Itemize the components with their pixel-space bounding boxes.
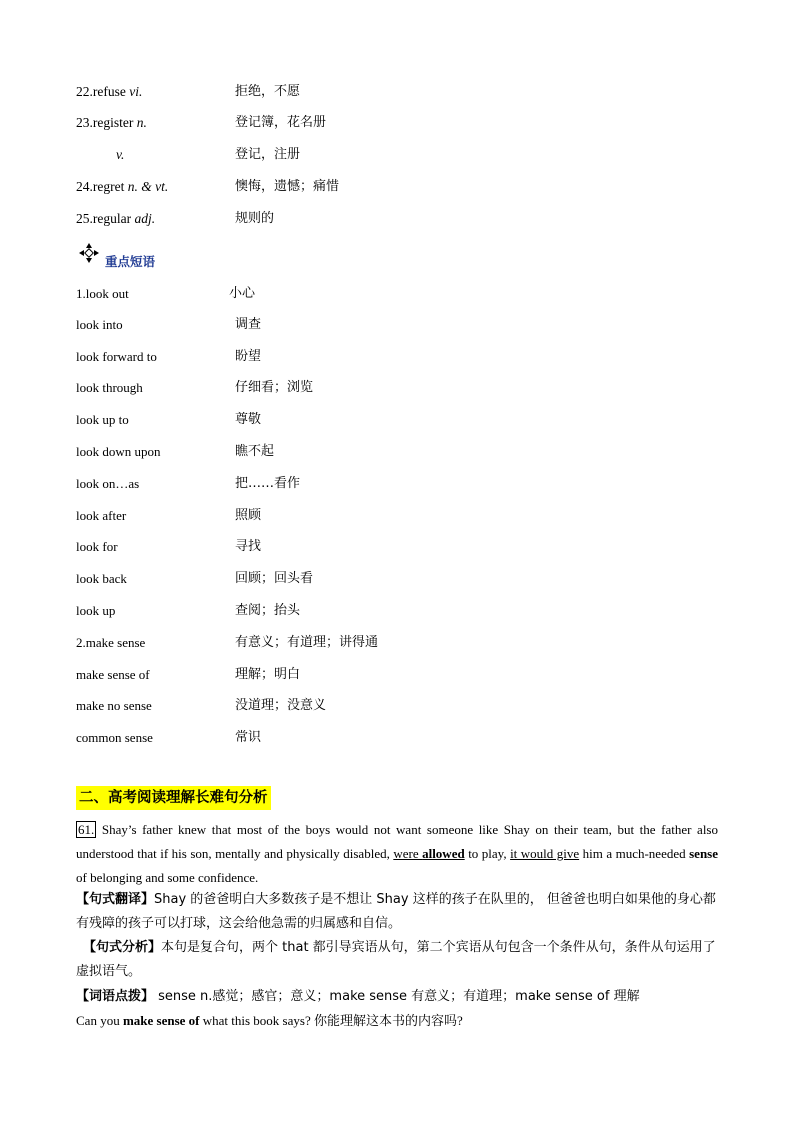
analysis-text: 本句是复合句，两个 that 都引导宾语从句，第二个宾语从句包含一个条件从句，条件从句运用了虚拟语气。 bbox=[76, 940, 716, 979]
vocab-word: v. bbox=[116, 147, 125, 162]
vocab-meaning: 规则的 bbox=[235, 211, 275, 226]
vocab-meaning: 登记，注册 bbox=[235, 147, 301, 162]
phrase-en: look forward to bbox=[76, 349, 157, 364]
phrase-en: look down upon bbox=[76, 444, 161, 459]
phrase-zh: 有意义；有道理；讲得通 bbox=[235, 635, 379, 650]
phrase-en: look through bbox=[76, 380, 143, 395]
underlined-phrase: it would give bbox=[510, 846, 580, 861]
sentence-number: 61. bbox=[78, 822, 95, 837]
section-heading: 二、高考阅读理解长难句分析 bbox=[76, 786, 271, 810]
phrase-en: look up to bbox=[76, 412, 129, 427]
phrase-zh: 尊敬 bbox=[235, 412, 262, 427]
phrase-en: make sense of bbox=[76, 667, 150, 682]
analysis-paragraph bbox=[76, 936, 718, 984]
bold-word: sense bbox=[689, 846, 718, 861]
phrase-en: look back bbox=[76, 571, 127, 586]
translation-paragraph bbox=[76, 888, 718, 936]
translation-text: Shay 的爸爸明白大多数孩子是不想让 Shay 这样的孩子在队里的， 但爸爸也明白如果他的身心都有残障的孩子可以打球，这会给他急需的归属感和自信。 bbox=[76, 892, 716, 931]
phrase-zh: 盼望 bbox=[235, 349, 262, 364]
four-arrows-icon bbox=[78, 242, 100, 264]
underlined-phrase: were allowed bbox=[393, 846, 465, 861]
vocab-meaning: 懊悔，遗憾；痛惜 bbox=[235, 179, 340, 194]
phrase-zh: 调查 bbox=[235, 317, 262, 332]
phrase-en: look into bbox=[76, 317, 123, 332]
vocab-meaning: 登记簿，花名册 bbox=[235, 115, 327, 130]
vocab-word: 25.regular adj. bbox=[76, 211, 156, 226]
phrase-zh: 常识 bbox=[235, 730, 262, 745]
phrase-en: 2.make sense bbox=[76, 635, 146, 650]
phrase-zh: 回顾；回头看 bbox=[235, 571, 314, 586]
phrase-zh: 寻找 bbox=[235, 539, 262, 554]
sentence-paragraph: 61. Shay’s father knew that most of the boys would not want someone like Shay on their team, but the father also understood that if his son, mentally and physically disabled, were allowed to play, it would give him a much-needed sense of belonging and some confidence. bbox=[76, 822, 718, 885]
vocab-note-label: 【词语点拨】 bbox=[76, 989, 155, 1004]
example-sentence: Can you make sense of what this book says? 你能理解这本书的内容吗? bbox=[76, 1013, 463, 1028]
vocab-word: 23.register n. bbox=[76, 115, 147, 130]
phrases-heading-label: 重点短语 bbox=[105, 254, 156, 269]
vocab-word: 24.regret n. & vt. bbox=[76, 179, 169, 194]
analysis-label: 【句式分析】 bbox=[83, 940, 162, 955]
phrase-zh: 查阅；抬头 bbox=[235, 603, 301, 618]
translation-label: 【句式翻译】 bbox=[76, 892, 155, 907]
phrase-en: common sense bbox=[76, 730, 153, 745]
phrase-zh: 小心 bbox=[229, 286, 256, 301]
phrase-zh: 把……看作 bbox=[235, 476, 301, 491]
phrase-zh: 理解；明白 bbox=[235, 667, 301, 682]
phrase-en: look after bbox=[76, 508, 127, 523]
vocab-note-text: sense n.感觉；感官；意义；make sense 有意义；有道理；make sense of 理解 bbox=[154, 989, 640, 1004]
vocab-meaning: 拒绝，不愿 bbox=[235, 84, 301, 99]
vocab-word: 22.refuse vi. bbox=[76, 84, 143, 99]
phrase-zh: 瞧不起 bbox=[235, 444, 275, 459]
phrase-en: 1.look out bbox=[76, 286, 129, 301]
phrase-zh: 仔细看；浏览 bbox=[235, 380, 314, 395]
phrase-zh: 照顾 bbox=[235, 508, 262, 523]
phrase-en: look on…as bbox=[76, 476, 140, 491]
vocab-note-paragraph bbox=[76, 985, 718, 1009]
phrase-zh: 没道理；没意义 bbox=[235, 698, 327, 713]
phrase-en: look for bbox=[76, 539, 118, 554]
phrase-en: look up bbox=[76, 603, 116, 618]
phrase-en: make no sense bbox=[76, 698, 152, 713]
